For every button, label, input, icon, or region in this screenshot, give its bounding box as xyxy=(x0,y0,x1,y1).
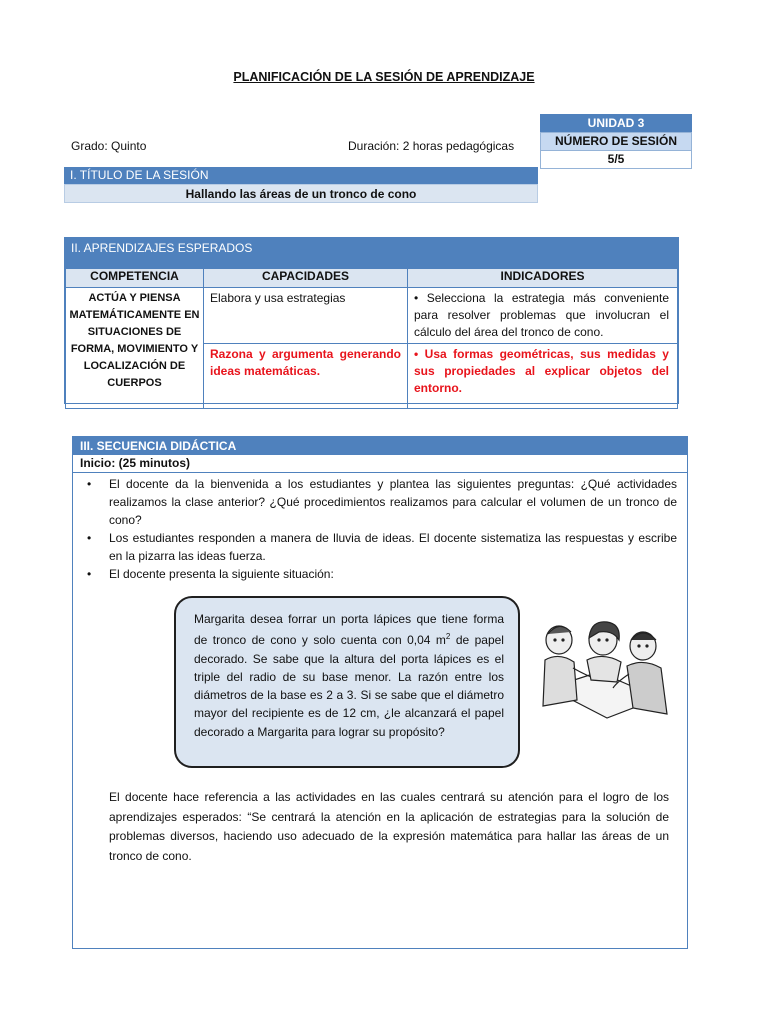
inicio-label: Inicio: (25 minutos) xyxy=(73,455,687,473)
bullet-list xyxy=(73,475,677,583)
list-item xyxy=(73,529,677,565)
capacidad-cell: Elabora y usa estrategias xyxy=(204,288,408,344)
children-illustration xyxy=(529,610,675,730)
bullet: • xyxy=(87,531,92,545)
document-title: PLANIFICACIÓN DE LA SESIÓN DE APRENDIZAJE xyxy=(233,70,535,84)
secuencia-header: III. SECUENCIA DIDÁCTICA xyxy=(73,437,687,455)
children-drawing xyxy=(529,610,675,730)
col-capacidades: CAPACIDADES xyxy=(204,269,408,288)
situacion-text: Margarita desea forrar un porta lápices que tiene forma de tronco de cono y solo cuenta con 0,04 m xyxy=(194,612,504,648)
titulo-value: Hallando las áreas de un tronco de cono xyxy=(64,184,538,203)
list-item xyxy=(73,475,677,529)
duracion-label: Duración: 2 horas pedagógicas xyxy=(348,139,515,153)
col-competencia: COMPETENCIA xyxy=(66,269,204,288)
grado-label: Grado: Quinto xyxy=(71,139,147,153)
indicador-text: Usa formas geométricas, sus medidas y sus propiedades al explicar objetos del entorno. xyxy=(414,347,669,395)
bullet: • xyxy=(87,477,92,491)
list-item-text: El docente da la bienvenida a los estudiantes y plantea las siguientes preguntas: ¿Qué actividades realizamos la clase anterior? ¿Qué procedimientos realizamos para calcular el volumen de un tronco de cono? xyxy=(109,477,677,527)
situacion-text: de papel decorado. Se sabe que la altura del porta lápices es el triple del radio de su base menor. La razón entre los diámetros de la base es 2 a 3. Si se sabe que el diámetro mayor del recipiente es de 12 cm, ¿le alcanzará el papel decorado a Margarita para lograr su propósito? xyxy=(194,633,504,739)
list-item xyxy=(73,565,677,583)
competencia-cell: ACTÚA Y PIENSA MATEMÁTICAMENTE EN SITUACIONES DE FORMA, MOVIMIENTO Y LOCALIZACIÓN DE CUERPOS xyxy=(66,288,204,409)
sesion-number-label: NÚMERO DE SESIÓN xyxy=(540,132,692,151)
cierre-paragraph: El docente hace referencia a las actividades en las cuales centrará su atención para el logro de los aprendizajes esperados: “Se centrará la atención en la aplicación de estrategias para la solución de problemas diversos, haciendo uso adecuado de la expresión matemática para hallar las áreas de un tronco de cono. xyxy=(109,790,669,863)
aprendizajes-table xyxy=(65,268,678,409)
indicador-text: Selecciona la estrategia más conveniente para resolver problemas que involucran el cálculo del área del tronco de cono. xyxy=(414,291,669,339)
list-item-text: El docente presenta la siguiente situación: xyxy=(109,567,334,581)
capacidad-cell: Razona y argumenta generando ideas matemáticas. xyxy=(204,344,408,409)
col-indicadores: INDICADORES xyxy=(408,269,678,288)
situacion-callout xyxy=(174,596,520,768)
bullet: • xyxy=(414,347,419,361)
list-item-text: Los estudiantes responden a manera de lluvia de ideas. El docente sistematiza las respuestas y escribe en la pizarra las ideas fuerza. xyxy=(109,531,677,563)
bullet: • xyxy=(87,567,92,581)
indicador-cell xyxy=(408,344,678,409)
superscript: 2 xyxy=(445,632,451,642)
unidad-label: UNIDAD 3 xyxy=(540,114,692,132)
sesion-number-value: 5/5 xyxy=(540,151,692,169)
indicador-cell xyxy=(408,288,678,344)
aprendizajes-header: II. APRENDIZAJES ESPERADOS xyxy=(65,238,678,268)
bullet: • xyxy=(414,291,419,305)
aprendizajes-section xyxy=(64,237,679,404)
titulo-header: I. TÍTULO DE LA SESIÓN xyxy=(64,167,538,184)
unidad-box xyxy=(540,114,692,169)
